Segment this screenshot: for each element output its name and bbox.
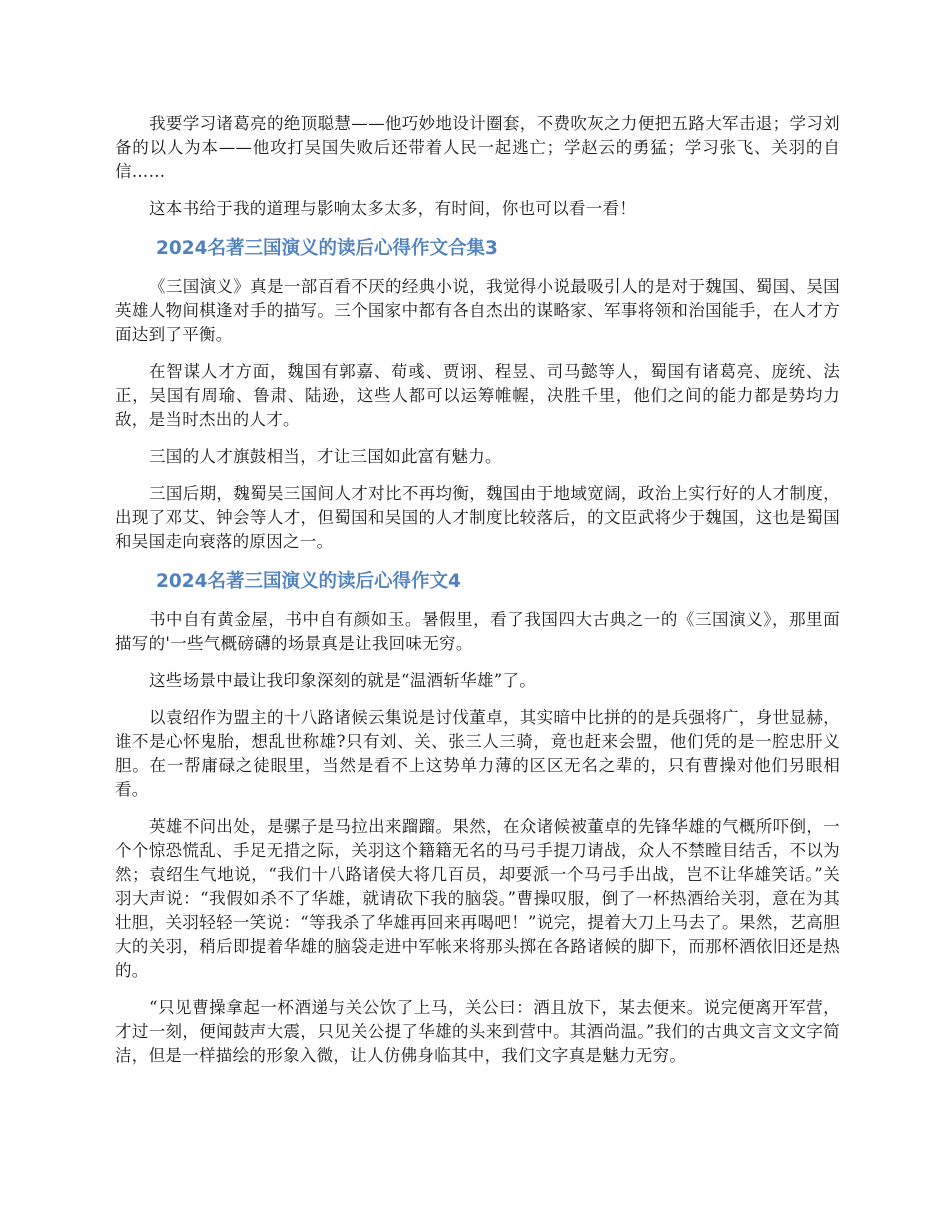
paragraph: 三国后期，魏蜀吴三国间人才对比不再均衡，魏国由于地域宽阔，政治上实行好的人才制度，出现了邓艾、钟会等人才，但蜀国和吴国的人才制度比较落后，的文臣武将少于魏国，这也是蜀国和吴国走向衰落的原因之一。	[115, 484, 840, 551]
section-heading-3: 2024名著三国演义的读后心得作文合集3	[156, 238, 498, 259]
paragraph: 这些场景中最让我印象深刻的就是“温酒斩华雄”了。	[149, 671, 537, 690]
paragraph: 书中自有黄金屋，书中自有颜如玉。暑假里，看了我国四大古典之一的《三国演义》，那里面描写的'一些气概磅礴的场景真是让我回味无穷。	[115, 610, 840, 653]
paragraph: 这本书给于我的道理与影响太多太多，有时间，你也可以看一看！	[149, 199, 637, 218]
paragraph: 英雄不问出处，是骡子是马拉出来蹓蹓。果然，在众诸候被董卓的先锋华雄的气概所吓倒，一个个惊恐慌乱、手足无措之际，关羽这个籍籍无名的马弓手提刀请战，众人不禁瞠目结舌，不以为然；袁绍生气地说，“我们十八路诸侯大将几百员，却要派一个马弓手出战，岂不让华雄笑话。”关羽大声说：“我假如杀不了华雄，就请砍下我的脑袋。”曹操叹服，倒了一杯热酒给关羽，意在为其壮胆，关羽轻轻一笑说：“等我杀了华雄再回来再喝吧！”说完，提着大刀上马去了。果然，艺高胆大的关羽，稍后即提着华雄的脑袋走进中军帐来将那头掷在各路诸候的脚下，而那杯酒依旧还是热的。	[115, 817, 840, 980]
section-heading-4: 2024名著三国演义的读后心得作文4	[156, 571, 461, 592]
paragraph: 在智谋人才方面，魏国有郭嘉、荀彧、贾诩、程昱、司马懿等人，蜀国有诸葛亮、庞统、法正，吴国有周瑜、鲁肃、陆逊，这些人都可以运筹帷幄，决胜千里，他们之间的能力都是势均力敌，是当时杰出的人才。	[115, 362, 840, 429]
paragraph: 我要学习诸葛亮的绝顶聪慧——他巧妙地设计圈套，不费吹灰之力便把五路大军击退；学习刘备的以人为本——他攻打吴国失败后还带着人民一起逃亡；学赵云的勇猛；学习张飞、关羽的自信……	[115, 114, 840, 181]
paragraph: 《三国演义》真是一部百看不厌的经典小说，我觉得小说最吸引人的是对于魏国、蜀国、吴国英雄人物间棋逢对手的描写。三个国家中都有各自杰出的谋略家、军事将领和治国能手，在人才方面达到了平衡。	[115, 277, 840, 344]
paragraph: “只见曹操拿起一杯酒递与关公饮了上马，关公曰：酒且放下，某去便来。说完便离开军营，才过一刻，便闻鼓声大震，只见关公提了华雄的头来到营中。其酒尚温。”我们的古典文言文文字简洁，但是一样描绘的形象入微，让人仿佛身临其中，我们文字真是魅力无穷。	[115, 998, 840, 1065]
paragraph: 三国的人才旗鼓相当，才让三国如此富有魅力。	[149, 447, 502, 466]
paragraph: 以袁绍作为盟主的十八路诸候云集说是讨伐董卓，其实暗中比拼的的是兵强将广，身世显赫，谁不是心怀鬼胎，想乱世称雄?只有刘、关、张三人三骑，竟也赶来会盟，他们凭的是一腔忠肝义胆。在一帮庸碌之徒眼里，当然是看不上这势单力薄的区区无名之辈的，只有曹操对他们另眼相看。	[115, 708, 840, 799]
document-page	[115, 112, 840, 1081]
